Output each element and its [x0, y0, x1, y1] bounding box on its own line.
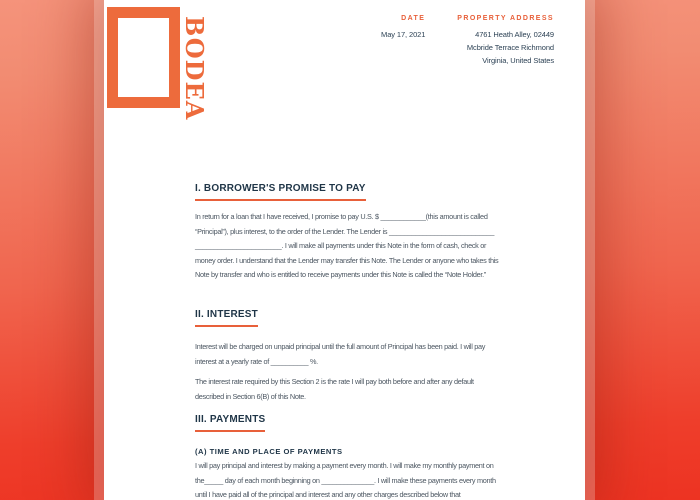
section-3-heading: [195, 414, 500, 432]
address-line-2: Mcbride Terrace Richmond: [466, 43, 554, 52]
section-2-heading: [195, 309, 500, 327]
brand-logo-text: BODEA: [180, 16, 209, 121]
section-2-paragraph-2: The interest rate required by this Section 2 is the rate I will pay both before and after any default described in Section 6(B) of this Note.: [195, 377, 474, 401]
date-label: DATE: [401, 15, 426, 22]
subsection-a-heading: (A) TIME AND PLACE OF PAYMENTS: [195, 447, 343, 456]
header-meta: [381, 15, 554, 67]
date-value: May 17, 2021: [381, 30, 426, 39]
address-line-1: 4761 Heath Alley, 02449: [475, 30, 554, 39]
brand-logo-square-icon: [107, 7, 180, 108]
section-1-heading-text: I. BORROWER'S PROMISE TO PAY: [195, 183, 366, 201]
address-line-3: Virginia, United States: [482, 56, 554, 65]
document-page: [104, 0, 585, 500]
subsection-a-paragraph: I will pay principal and interest by making a payment every month. I will make my monthly payment on the_____ day of each month beginning on ______________. I will make these payments every month until I have paid all of the principal and interest and any other charges described below that: [195, 461, 496, 499]
section-2-heading-text: II. INTEREST: [195, 309, 258, 327]
property-address-label: PROPERTY ADDRESS: [457, 15, 554, 22]
section-3-heading-text: III. PAYMENTS: [195, 414, 265, 432]
section-1-paragraph: In return for a loan that I have received, I promise to pay U.S. $ ____________(this amount is called “Principal”), plus interest, to the order of the Lender. The Lender is ____________________________ _______________________. I will make all payments under this Note in the form of cash, check or money order. I understand that the Lender may transfer this Note. The Lender or anyone who takes this Note by transfer and who is entitled to receive payments under this Note is called the “Note Holder.”: [195, 212, 499, 279]
date-column: [381, 15, 425, 67]
section-1-heading: [195, 183, 500, 201]
section-2-paragraph-1: Interest will be charged on unpaid principal until the full amount of Principal has been paid. I will pay interest at a yearly rate of __________ %.: [195, 342, 486, 366]
property-address-column: [457, 15, 554, 67]
